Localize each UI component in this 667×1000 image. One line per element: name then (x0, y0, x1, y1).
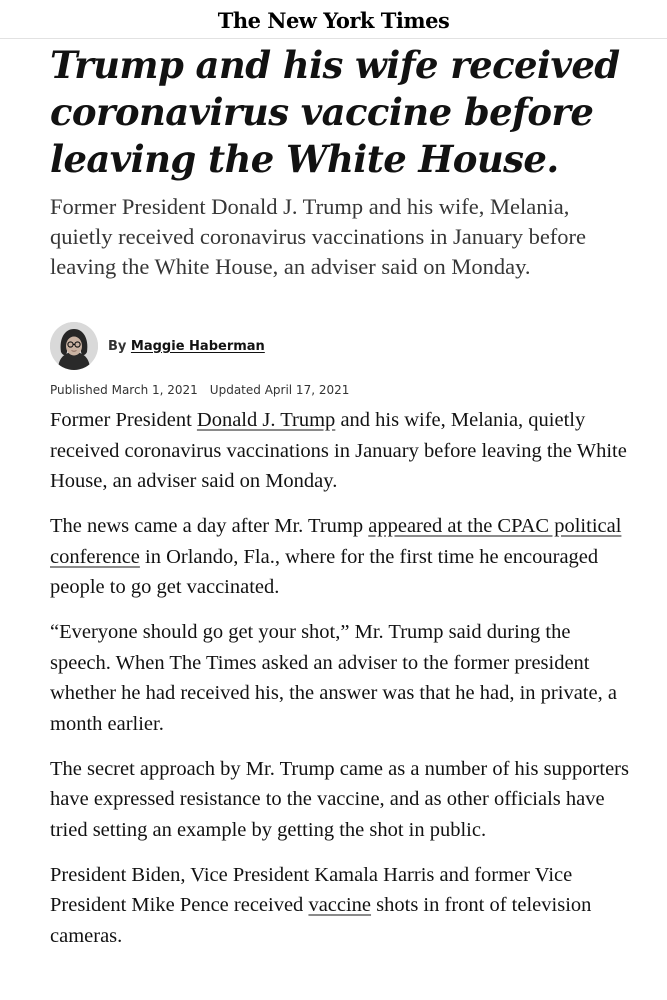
article-summary: Former President Donald J. Trump and his wife, Melania, quietly received coronavirus vaccinations in January before leaving the White House, an adviser said on Monday. (50, 194, 587, 279)
published-date: Published March 1, 2021 (50, 383, 198, 397)
byline (50, 322, 265, 370)
cpac-conference-link[interactable]: appeared at the CPAC political conference (50, 515, 622, 568)
author-link[interactable]: Maggie Haberman (130, 338, 265, 354)
nyt-logo[interactable]: The New York Times (217, 7, 450, 33)
paragraph-2 (50, 511, 630, 603)
paragraph-2-text-end: in Orlando, Fla., where for the first time he encouraged people to go get vaccinated. (50, 545, 599, 598)
donald-trump-link[interactable]: Donald J. Trump (196, 409, 336, 431)
dateline (50, 383, 349, 397)
paragraph-5-text-start: President Biden, Vice President Kamala Harris and former Vice President Mike Pence received (50, 863, 573, 916)
masthead (0, 0, 667, 39)
updated-date: Updated April 17, 2021 (209, 383, 350, 397)
article-body (50, 405, 630, 966)
paragraph-1-text-end: and his wife, Melania, quietly received coronavirus vaccinations in January before leaving the White House, an adviser said on Monday. (50, 409, 627, 492)
paragraph-1-text-start: Former President (50, 409, 197, 431)
author-photo-icon (50, 322, 98, 370)
paragraph-3: “Everyone should go get your shot,” Mr. Trump said during the speech. When The Times asked an adviser to the former president whether he had received his, the answer was that he had, in private, a month earlier. (50, 621, 617, 735)
paragraph-2-text-start: The news came a day after Mr. Trump (50, 515, 369, 537)
byline-text (108, 339, 265, 354)
byline-prefix: By (108, 338, 127, 354)
article-headline: Trump and his wife received coronavirus vaccine before leaving the White House. (50, 43, 620, 181)
paragraph-1 (50, 405, 630, 497)
paragraph-5-text-end: shots in front of television cameras. (50, 894, 592, 947)
paragraph-5 (50, 860, 630, 952)
author-avatar[interactable] (50, 322, 98, 370)
vaccine-link[interactable]: vaccine (308, 894, 372, 916)
paragraph-4: The secret approach by Mr. Trump came as a number of his supporters have expressed resistance to the vaccine, and as other officials have tried setting an example by getting the shot in public. (50, 757, 629, 841)
